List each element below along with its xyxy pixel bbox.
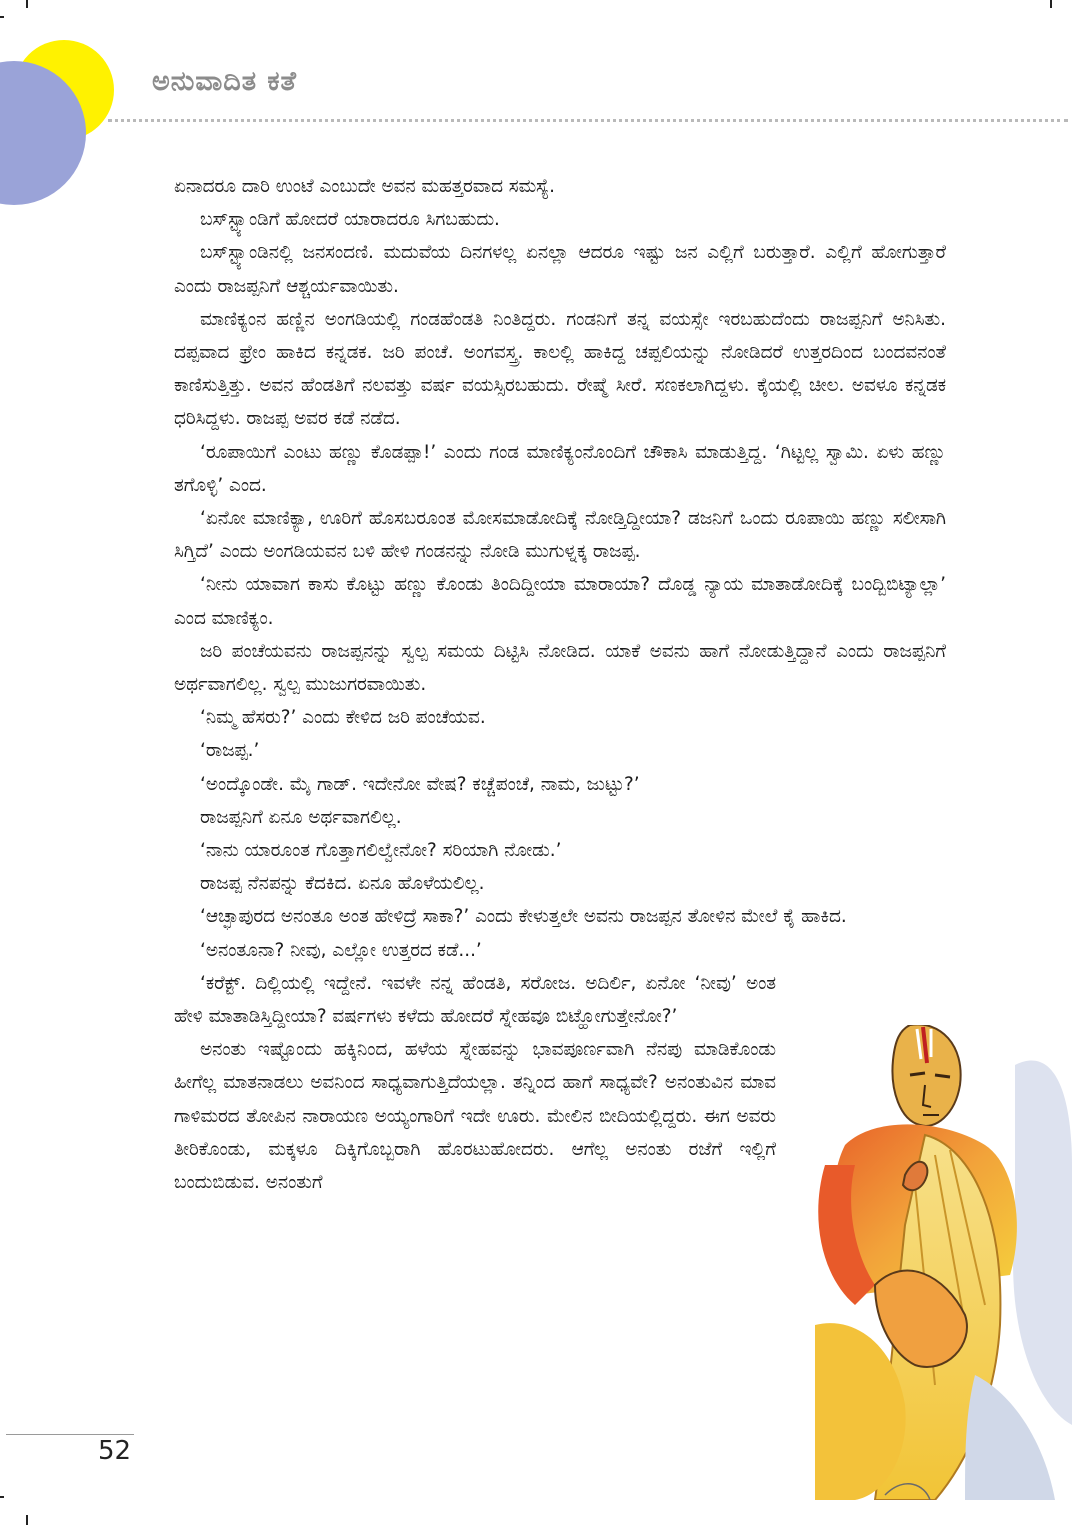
section-title: ಅನುವಾದಿತ ಕತೆ [152, 66, 297, 97]
header-divider [108, 119, 1068, 122]
paragraph: ‘ನಿಮ್ಮ ಹೆಸರು?’ ಎಂದು ಕೇಳಿದ ಜರಿ ಪಂಚೆಯವ. [200, 707, 486, 729]
crop-mark [1050, 0, 1052, 8]
paragraph: ಅನಂತು ಇಷ್ಟೊಂದು ಹಕ್ಕಿನಿಂದ, ಹಳೆಯ ಸ್ನೇಹವನ್ನು ಭಾವಪೂರ್ಣವಾಗಿ ನೆನಪು ಮಾಡಿಕೊಂಡು ಹೀಗೆಲ್ಲ ಮಾತನಾಡಲು ಅವನಿಂದ ಸಾಧ್ಯವಾಗುತ್ತಿದೆಯಲ್ಲಾ. ತನ್ನಿಂದ ಹಾಗೆ ಸಾಧ್ಯವೇ? ಅನಂತುವಿನ ಮಾವ ಗಾಳಿಮರದ ತೋಪಿನ ನಾರಾಯಣ ಅಯ್ಯಂಗಾರಿಗೆ ಇದೇ ಊರು. ಮೇಲಿನ ಬೀದಿಯಲ್ಲಿದ್ದರು. ಈಗ ಅವರು ತೀರಿಕೊಂಡು, ಮಕ್ಕಳೂ ದಿಕ್ಕಿಗೊಬ್ಬರಾಗಿ ಹೊರಟುಹೋದರು. ಆಗೆಲ್ಲ ಅನಂತು ರಜೆಗೆ ಇಲ್ಲಿಗೆ ಬಂದುಬಿಡುವ. ಅನಂತುಗೆ [174, 1039, 776, 1194]
paragraph: ಮಾಣಿಕ್ಯಂನ ಹಣ್ಣಿನ ಅಂಗಡಿಯಲ್ಲಿ ಗಂಡಹೆಂಡತಿ ನಿಂತಿದ್ದರು. ಗಂಡನಿಗೆ ತನ್ನ ವಯಸ್ಸೇ ಇರಬಹುದೆಂದು ರಾಜಪ್ಪನಿಗೆ ಅನಿಸಿತು. ದಪ್ಪವಾದ ಫ್ರೇಂ ಹಾಕಿದ ಕನ್ನಡಕ. ಜರಿ ಪಂಚೆ. ಅಂಗವಸ್ತ್ರ. ಕಾಲಲ್ಲಿ ಹಾಕಿದ್ದ ಚಪ್ಪಲಿಯನ್ನು ನೋಡಿದರೆ ಉತ್ತರದಿಂದ ಬಂದವನಂತೆ ಕಾಣಿಸುತ್ತಿತ್ತು. ಅವನ ಹೆಂಡತಿಗೆ ನಲವತ್ತು ವರ್ಷ ವಯಸ್ಸಿರಬಹುದು. ರೇಷ್ಮೆ ಸೀರೆ. ಸಣಕಲಾಗಿದ್ದಳು. ಕೈಯಲ್ಲಿ ಚೀಲ. ಅವಳೂ ಕನ್ನಡಕ ಧರಿಸಿದ್ದಳು. ರಾಜಪ್ಪ ಅವರ ಕಡೆ ನಡೆದ. [174, 308, 946, 430]
paragraph: ‘ಏನೋ ಮಾಣಿಕ್ಯಾ, ಊರಿಗೆ ಹೊಸಬರೂಂತ ಮೋಸಮಾಡೋದಿಕ್ಕೆ ನೋಡ್ತಿದ್ದೀಯಾ? ಡಜನಿಗೆ ಒಂದು ರೂಪಾಯಿ ಹಣ್ಣು ಸಲೀಸಾಗಿ ಸಿಗ್ತಿದೆ’ ಎಂದು ಅಂಗಡಿಯವನ ಬಳಿ ಹೇಳಿ ಗಂಡನನ್ನು ನೋಡಿ ಮುಗುಳ್ನಕ್ಕ ರಾಜಪ್ಪ. [174, 508, 946, 563]
crop-mark [26, 1515, 28, 1525]
footer-divider [6, 1434, 134, 1435]
crop-mark [0, 1496, 4, 1498]
paragraph: ಜರಿ ಪಂಚೆಯವನು ರಾಜಪ್ಪನನ್ನು ಸ್ವಲ್ಪ ಸಮಯ ದಿಟ್ಟಿಸಿ ನೋಡಿದ. ಯಾಕೆ ಅವನು ಹಾಗೆ ನೋಡುತ್ತಿದ್ದಾನೆ ಎಂದು ರಾಜಪ್ಪನಿಗೆ ಅರ್ಥವಾಗಲಿಲ್ಲ. ಸ್ವಲ್ಪ ಮುಜುಗರವಾಯಿತು. [174, 640, 946, 696]
paragraph: ರಾಜಪ್ಪನಿಗೆ ಏನೂ ಅರ್ಥವಾಗಲಿಲ್ಲ. [200, 806, 402, 828]
paragraph: ‘ರಾಜಪ್ಪ.’ [200, 740, 260, 762]
paragraph: ‘ರೂಪಾಯಿಗೆ ಎಂಟು ಹಣ್ಣು ಕೊಡಪ್ಪಾ!’ ಎಂದು ಗಂಡ ಮಾಣಿಕ್ಯಂನೊಂದಿಗೆ ಚೌಕಾಸಿ ಮಾಡುತ್ತಿದ್ದ. ‘ಗಿಟ್ಟಲ್ಲ ಸ್ವಾಮಿ. ಏಳು ಹಣ್ಣು ತಗೊಳ್ಳಿ’ ಎಂದ. [174, 441, 946, 496]
illustration-man [815, 1025, 1072, 1500]
page-number: 52 [98, 1436, 132, 1466]
paragraph: ಏನಾದರೂ ದಾರಿ ಉಂಟೆ ಎಂಬುದೇ ಅವನ ಮಹತ್ತರವಾದ ಸಮಸ್ಯೆ. [174, 176, 555, 197]
paragraph: ರಾಜಪ್ಪ ನೆನಪನ್ನು ಕೆದಕಿದ. ಏನೂ ಹೊಳೆಯಲಿಲ್ಲ. [200, 873, 485, 895]
paragraph: ಬಸ್‌ಸ್ಟ್ಯಾಂಡಿನಲ್ಲಿ ಜನಸಂದಣಿ. ಮದುವೆಯ ದಿನಗಳಲ್ಲ ಏನಲ್ಲಾ ಆದರೂ ಇಷ್ಟು ಜನ ಎಲ್ಲಿಗೆ ಬರುತ್ತಾರೆ. ಎಲ್ಲಿಗೆ ಹೋಗುತ್ತಾರೆ ಎಂದು ರಾಜಪ್ಪನಿಗೆ ಆಶ್ಚರ್ಯವಾಯಿತು. [174, 242, 946, 297]
paragraph: ‘ಅಂದ್ಕೊಂಡೇ. ಮೈ ಗಾಡ್. ಇದೇನೋ ವೇಷ? ಕಚ್ಚೆಪಂಚೆ, ನಾಮ, ಜುಟ್ಟು?’ [200, 773, 640, 795]
paragraph: ‘ಅನಂತೂನಾ? ನೀವು, ಎಲ್ಲೋ ಉತ್ತರದ ಕಡೆ...’ [200, 939, 482, 961]
paragraph: ‘ನಾನು ಯಾರೂಂತ ಗೊತ್ತಾಗಲಿಲ್ವೇನೋ? ಸರಿಯಾಗಿ ನೋಡು.’ [200, 840, 562, 862]
paragraph: ‘ಕರೆಕ್ಟ್. ದಿಲ್ಲಿಯಲ್ಲಿ ಇದ್ದೇನೆ. ಇವಳೇ ನನ್ನ ಹೆಂಡತಿ, ಸರೋಜ. ಅದಿರ್ಲಿ, ಏನೋ ‘ನೀವು’ ಅಂತ ಹೇಳಿ ಮಾತಾಡಿಸ್ತಿದ್ದೀಯಾ? ವರ್ಷಗಳು ಕಳೆದು ಹೋದರೆ ಸ್ನೇಹವೂ ಬಿಟ್ಹೋಗುತ್ತೇನೋ?’ [174, 972, 776, 1028]
paragraph: ‘ನೀನು ಯಾವಾಗ ಕಾಸು ಕೊಟ್ಟು ಹಣ್ಣು ಕೊಂಡು ತಿಂದಿದ್ದೀಯಾ ಮಾರಾಯಾ? ದೊಡ್ಡ ನ್ಯಾಯ ಮಾತಾಡೋದಿಕ್ಕೆ ಬಂದ್ಬಿಬಿಟ್ಯಾಲ್ಲಾ’ ಎಂದ ಮಾಣಿಕ್ಯಂ. [174, 574, 946, 629]
paragraph: ‘ಆಚ್ಛಾಪುರದ ಅನಂತೂ ಅಂತ ಹೇಳಿದ್ರೆ ಸಾಕಾ?’ ಎಂದು ಕೇಳುತ್ತಲೇ ಅವನು ರಾಜಪ್ಪನ ತೋಳಿನ ಮೇಲೆ ಕೈ ಹಾಕಿದ. [200, 906, 847, 928]
decorative-circles [0, 0, 130, 230]
paragraph: ಬಸ್‌ಸ್ಟ್ಯಾಂಡಿಗೆ ಹೋದರೆ ಯಾರಾದರೂ ಸಿಗಬಹುದು. [200, 209, 500, 231]
